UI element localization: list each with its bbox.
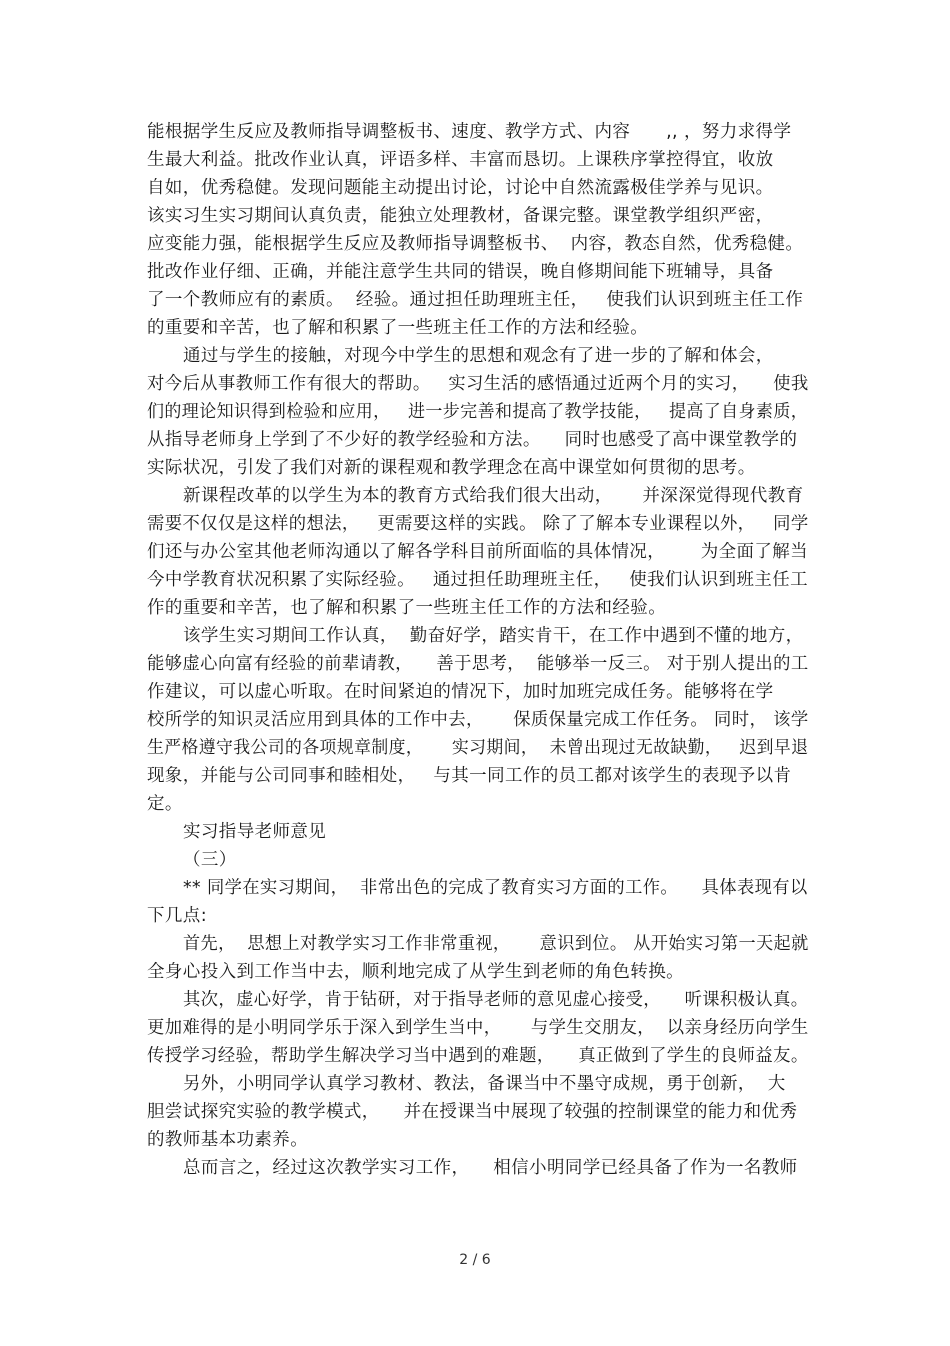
text-line: 作建议，可以虚心听取。在时间紧迫的情况下，加时加班完成任务。能够将在学 (147, 682, 774, 702)
text-line: 总而言之，经过这次教学实习工作， 相信小明同学已经具备了作为一名教师 (183, 1158, 798, 1178)
text-line: 批改作业仔细、正确，并能注意学生共同的错误，晚自修期间能下班辅导，具备 (147, 262, 774, 282)
text-line: 更加难得的是小明同学乐于深入到学生当中， 与学生交朋友， 以亲身经历向学生 (147, 1018, 809, 1038)
text-line: 们还与办公室其他老师沟通以了解各学科目前所面临的具体情况， 为全面了解当 (147, 542, 808, 562)
text-line: 今中学教育状况积累了实际经验。 通过担任助理班主任， 使我们认识到班主任工 (147, 570, 808, 590)
text-line: 的重要和辛苦，也了解和积累了一些班主任工作的方法和经验。 (147, 318, 649, 338)
text-line: 生严格遵守我公司的各项规章制度， 实习期间， 未曾出现过无故缺勤， 迟到早退 (147, 738, 809, 758)
text-line: 全身心投入到工作当中去，顺利地完成了从学生到老师的角色转换。 (147, 962, 684, 982)
text-line: 能够虚心向富有经验的前辈请教， 善于思考， 能够举一反三。 对于别人提出的工 (147, 654, 809, 674)
text-line: 定。 (147, 794, 183, 814)
text-line: 作的重要和辛苦，也了解和积累了一些班主任工作的方法和经验。 (147, 598, 667, 618)
text-line: 应变能力强，能根据学生反应及教师指导调整板书、 内容，教态自然，优秀稳健。 (147, 234, 804, 254)
text-line: 需要不仅仅是这样的想法， 更需要这样的实践。 除了了解本专业课程以外， 同学 (147, 514, 809, 534)
section-heading: 实习指导老师意见 (183, 822, 327, 842)
text-line: 该实习生实习期间认真负责，能独立处理教材，备课完整。课堂教学组织严密， (147, 206, 774, 226)
text-line: 该学生实习期间工作认真， 勤奋好学，踏实肯干，在工作中遇到不懂的地方， (183, 626, 804, 646)
text-line: 胆尝试探究实验的教学模式， 并在授课当中展现了较强的控制课堂的能力和优秀 (147, 1102, 798, 1122)
text-line: 其次，虚心好学，肯于钻研，对于指导老师的意见虚心接受， 听课积极认真。 (183, 990, 809, 1010)
text-line: 首先， 思想上对教学实习工作非常重视， 意识到位。 从开始实习第一天起就 (183, 934, 809, 954)
text-line: 生最大利益。批改作业认真，评语多样、丰富而恳切。上课秩序掌控得宜，收放 (147, 150, 774, 170)
text-line: 传授学习经验，帮助学生解决学习当中遇到的难题， 真正做到了学生的良师益友。 (147, 1046, 809, 1066)
text-line: 能根据学生反应及教师指导调整板书、速度、教学方式、内容 ,, ，努力求得学 (147, 122, 792, 142)
section-number: （三） (183, 850, 237, 870)
text-line: 从指导老师身上学到了不少好的教学经验和方法。 同时也感受了高中课堂教学的 (147, 430, 798, 450)
text-line: 自如，优秀稳健。发现问题能主动提出讨论，讨论中自然流露极佳学养与见识。 (147, 178, 774, 198)
text-line: 的教师基本功素养。 (147, 1130, 309, 1150)
text-line: 另外，小明同学认真学习教材、教法，备课当中不墨守成规，勇于创新， 大 (183, 1074, 786, 1094)
text-line: ** 同学在实习期间， 非常出色的完成了教育实习方面的工作。 具体表现有以 (183, 878, 808, 898)
text-line: 了一个教师应有的素质。 经验。通过担任助理班主任， 使我们认识到班主任工作 (147, 290, 804, 310)
text-line: 校所学的知识灵活应用到具体的工作中去， 保质保量完成工作任务。 同时， 该学 (147, 710, 809, 730)
page-number: 2 / 6 (459, 1252, 491, 1268)
text-line: 们的理论知识得到检验和应用， 进一步完善和提高了教学技能， 提高了自身素质， (147, 402, 809, 422)
text-line: 实际状况，引发了我们对新的课程观和教学理念在高中课堂如何贯彻的思考。 (147, 458, 756, 478)
text-line: 新课程改革的以学生为本的教育方式给我们很大出动， 并深深觉得现代教育 (183, 486, 804, 506)
text-line: 对今后从事教师工作有很大的帮助。 实习生活的感悟通过近两个月的实习， 使我 (147, 374, 809, 394)
text-line: 现象，并能与公司同事和睦相处， 与其一同工作的员工都对该学生的表现予以肯 (147, 766, 792, 786)
text-line: 通过与学生的接触，对现今中学生的思想和观念有了进一步的了解和体会， (183, 346, 774, 366)
text-line: 下几点: (147, 906, 207, 926)
